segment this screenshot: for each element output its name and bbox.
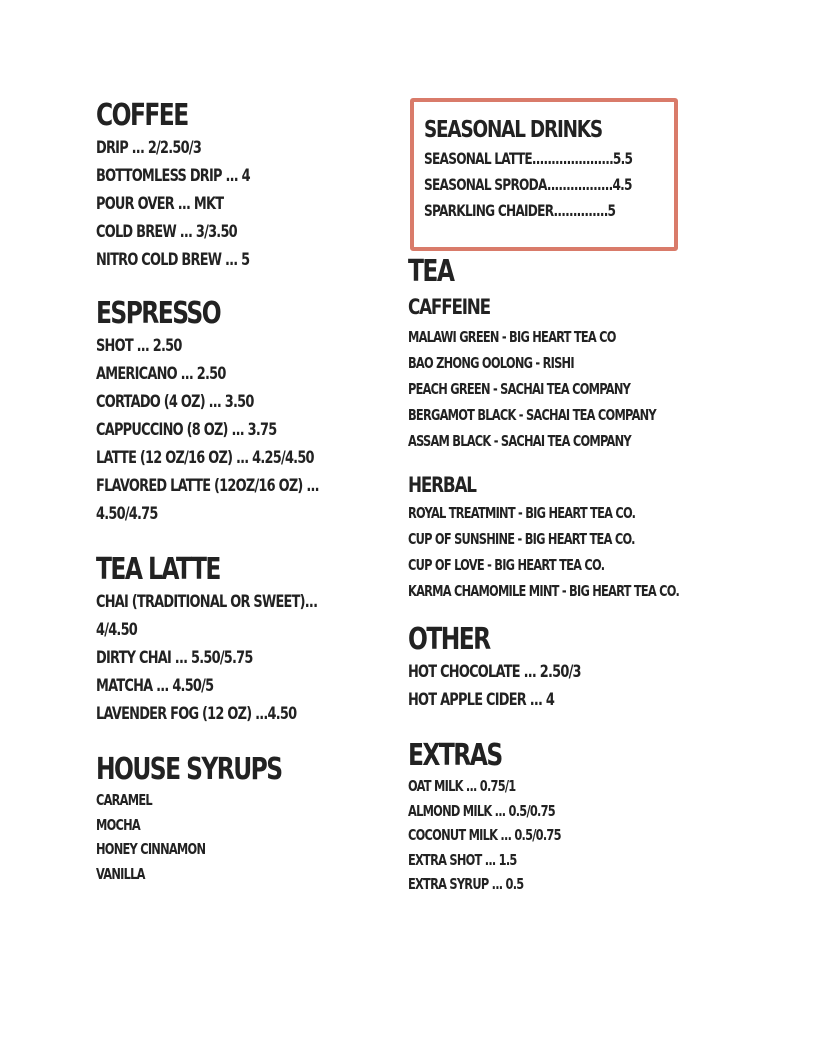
- seasonal-heading: SEASONAL DRINKS: [424, 117, 602, 143]
- menu-item: POUR OVER ... MKT: [96, 194, 224, 214]
- menu-item: CORTADO (4 OZ) ... 3.50: [96, 392, 254, 412]
- espresso-heading: ESPRESSO: [96, 296, 221, 331]
- menu-item: VANILLA: [96, 864, 145, 883]
- extras-heading: EXTRAS: [408, 738, 502, 773]
- seasonal-drinks-box: [410, 98, 678, 251]
- menu-item: COCONUT MILK ... 0.5/0.75: [408, 826, 561, 844]
- menu-item: EXTRA SHOT ... 1.5: [408, 850, 517, 869]
- menu-item: BOTTOMLESS DRIP ... 4: [96, 166, 250, 186]
- menu-item: MALAWI GREEN - BIG HEART TEA CO: [408, 328, 616, 346]
- house-syrups-heading: HOUSE SYRUPS: [96, 752, 282, 787]
- menu-item: CARAMEL: [96, 791, 152, 809]
- left-column: [96, 98, 396, 910]
- menu-item: KARMA CHAMOMILE MINT - BIG HEART TEA CO.: [408, 582, 680, 600]
- menu-item: 4.50/4.75: [96, 504, 158, 524]
- menu-item: MATCHA ... 4.50/5: [96, 676, 214, 696]
- menu-item: LAVENDER FOG (12 OZ) ...4.50: [96, 704, 297, 724]
- menu-item: OAT MILK ... 0.75/1: [408, 777, 516, 795]
- menu-item: ALMOND MILK ... 0.5/0.75: [408, 801, 555, 820]
- coffee-heading: COFFEE: [96, 98, 188, 133]
- right-column: [408, 254, 738, 921]
- menu-item: SEASONAL LATTE.....................5.5: [424, 149, 633, 168]
- menu-item: COLD BREW ... 3/3.50: [96, 222, 237, 242]
- other-section: [408, 622, 738, 714]
- tea-section: [408, 254, 738, 604]
- espresso-section: [96, 296, 396, 528]
- menu-item: HOT CHOCOLATE ... 2.50/3: [408, 662, 581, 682]
- caffeine-subheading: CAFFEINE: [408, 295, 490, 319]
- menu-item: ROYAL TREATMINT - BIG HEART TEA CO.: [408, 504, 636, 522]
- menu-item: BERGAMOT BLACK - SACHAI TEA COMPANY: [408, 406, 656, 424]
- menu-item: CUP OF SUNSHINE - BIG HEART TEA CO.: [408, 530, 635, 548]
- tea-latte-heading: TEA LATTE: [96, 552, 220, 587]
- menu-item: FLAVORED LATTE (12OZ/16 OZ) ...: [96, 476, 319, 496]
- menu-item: LATTE (12 OZ/16 OZ) ... 4.25/4.50: [96, 448, 314, 468]
- menu-item: SPARKLING CHAIDER..............5: [424, 201, 616, 220]
- menu-item: CAPPUCCINO (8 OZ) ... 3.75: [96, 420, 277, 440]
- menu-item: DIRTY CHAI ... 5.50/5.75: [96, 648, 253, 668]
- menu-item: EXTRA SYRUP ... 0.5: [408, 875, 524, 893]
- menu-item: MOCHA: [96, 815, 140, 834]
- menu-item: DRIP ... 2/2.50/3: [96, 138, 202, 158]
- other-heading: OTHER: [408, 622, 490, 657]
- menu-item: 4/4.50: [96, 620, 138, 640]
- menu-item: SHOT ... 2.50: [96, 336, 182, 356]
- tea-latte-section: [96, 552, 396, 728]
- menu-item: HONEY CINNAMON: [96, 840, 206, 858]
- menu-item: BAO ZHONG OOLONG - RISHI: [408, 354, 574, 372]
- menu-item: ASSAM BLACK - SACHAI TEA COMPANY: [408, 432, 631, 450]
- menu-item: CUP OF LOVE - BIG HEART TEA CO.: [408, 556, 605, 574]
- menu-item: HOT APPLE CIDER ... 4: [408, 690, 555, 710]
- menu-item: CHAI (TRADITIONAL OR SWEET)...: [96, 592, 318, 612]
- extras-section: [408, 738, 738, 897]
- coffee-section: [96, 98, 396, 274]
- house-syrups-section: [96, 752, 396, 886]
- menu-item: AMERICANO ... 2.50: [96, 364, 226, 384]
- menu-item: PEACH GREEN - SACHAI TEA COMPANY: [408, 380, 631, 398]
- menu-item: SEASONAL SPRODA.................4.5: [424, 175, 632, 194]
- menu-item: NITRO COLD BREW ... 5: [96, 250, 250, 270]
- herbal-subheading: HERBAL: [408, 473, 476, 497]
- tea-heading: TEA: [408, 254, 454, 289]
